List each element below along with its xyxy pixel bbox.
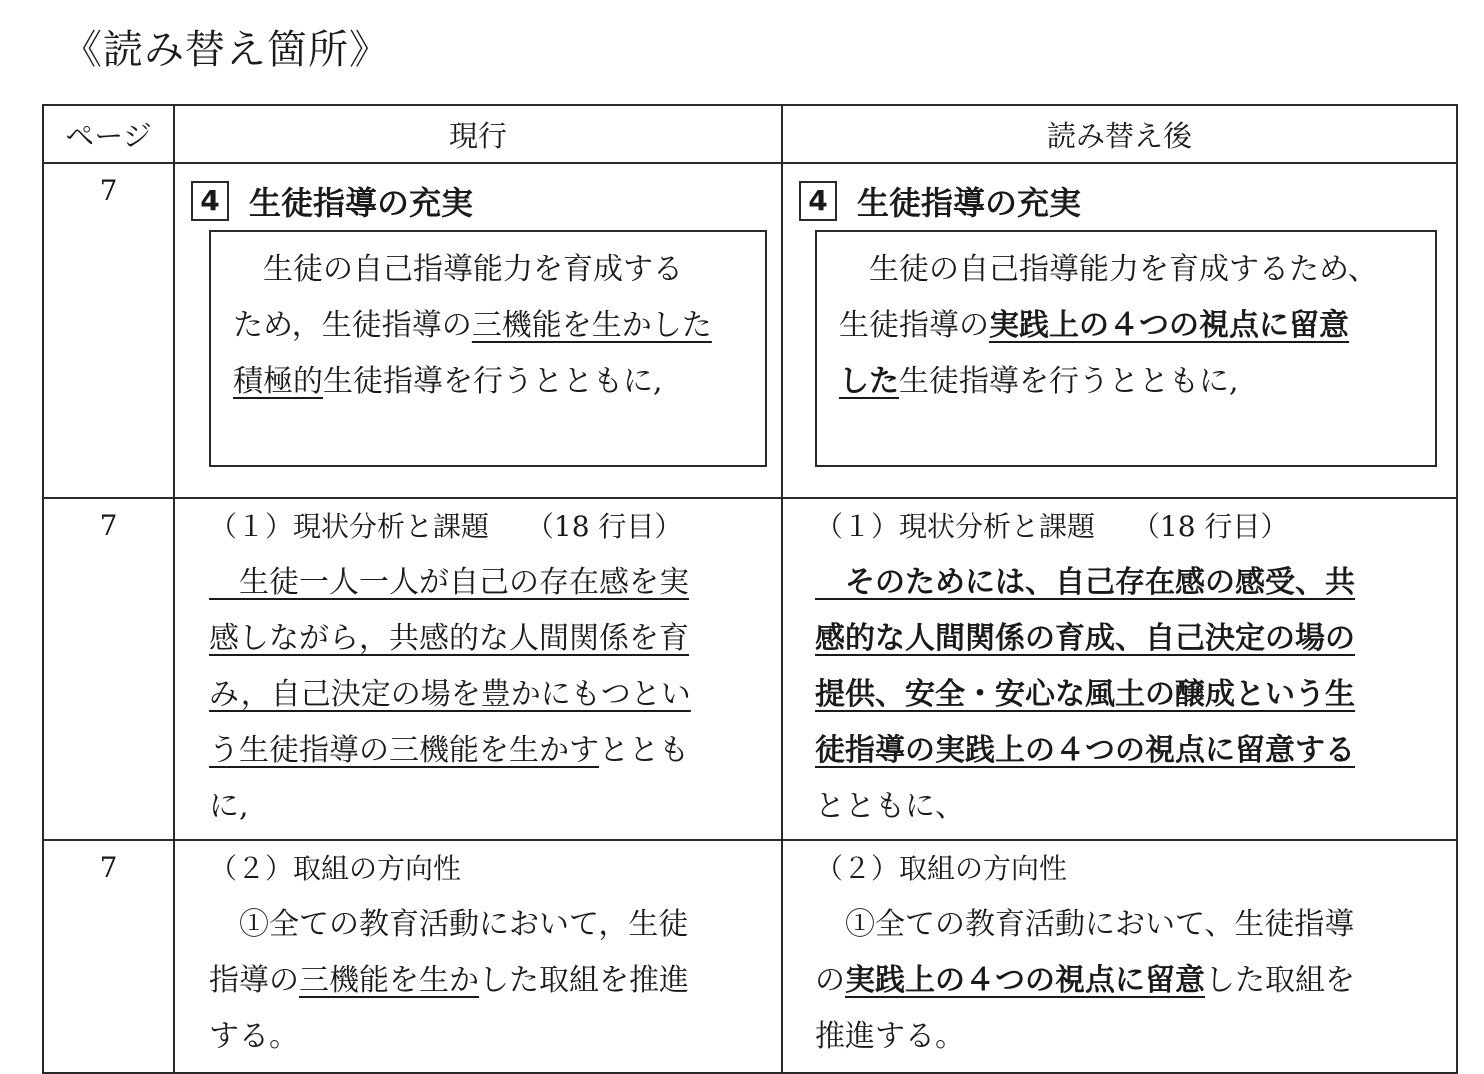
para-line: 指導の三機能を生かした取組を推進	[209, 963, 689, 998]
subsection-label: （１）現状分析と課題 （18 行目）	[815, 510, 1289, 543]
table-row	[43, 840, 1457, 1073]
box-line: 生徒指導の実践上の４つの視点に留意	[839, 308, 1349, 343]
page-number: 7	[43, 163, 174, 498]
para-line: み，自己決定の場を豊かにもつとい	[209, 677, 691, 712]
para-line: 徒指導の実践上の４つの視点に留意する	[815, 733, 1355, 768]
page-number: 7	[43, 840, 174, 1073]
para-line: そのためには、自己存在感の感受、共	[815, 565, 1355, 600]
subsection-label: （２）取組の方向性	[815, 852, 1068, 885]
para-line: の実践上の４つの視点に留意した取組を	[815, 963, 1355, 998]
para-line: とともに、	[815, 789, 965, 824]
revised-cell	[782, 498, 1457, 840]
box-line: 生徒の自己指導能力を育成する	[233, 252, 683, 287]
subsection-label: （２）取組の方向性	[209, 852, 462, 885]
policy-box	[815, 230, 1437, 467]
section-heading	[799, 178, 1081, 224]
box-line: 生徒の自己指導能力を育成するため、	[839, 252, 1378, 287]
para-line: ①全ての教育活動において，生徒	[209, 907, 689, 942]
subsection-label: （１）現状分析と課題 （18 行目）	[209, 510, 683, 543]
section-heading-text: 生徒指導の充実	[857, 184, 1082, 222]
para-line: 感的な人間関係の育成、自己決定の場の	[815, 621, 1355, 656]
section-number-box: 4	[191, 181, 229, 221]
box-line: した生徒指導を行うとともに,	[839, 364, 1239, 399]
header-current: 現行	[174, 105, 782, 163]
revised-cell	[782, 840, 1457, 1073]
para-line: う生徒指導の三機能を生かすととも	[209, 733, 689, 768]
current-cell	[174, 498, 782, 840]
para-line: 感しながら，共感的な人間関係を育	[209, 621, 689, 656]
section-heading-text: 生徒指導の充実	[249, 184, 474, 222]
policy-box	[209, 230, 767, 467]
box-line: ため，生徒指導の三機能を生かした	[233, 308, 712, 343]
table-row	[43, 163, 1457, 498]
revised-cell	[782, 163, 1457, 498]
header-page: ページ	[43, 105, 174, 163]
para-line: する。	[209, 1019, 299, 1054]
section-number-box: 4	[799, 181, 837, 221]
page-number: 7	[43, 498, 174, 840]
para-line: 提供、安全・安心な風土の醸成という生	[815, 677, 1355, 712]
para-line: 推進する。	[815, 1019, 965, 1054]
current-cell	[174, 840, 782, 1073]
table-row	[43, 498, 1457, 840]
table-header-row	[43, 105, 1457, 163]
box-line: 積極的生徒指導を行うとともに,	[233, 364, 663, 399]
header-revised: 読み替え後	[782, 105, 1457, 163]
para-line: に,	[209, 789, 249, 824]
page-title: 《読み替え箇所》	[62, 27, 390, 73]
section-heading	[191, 178, 473, 224]
para-line: 生徒一人一人が自己の存在感を実	[209, 565, 689, 600]
para-line: ①全ての教育活動において、生徒指導	[815, 907, 1355, 942]
current-cell	[174, 163, 782, 498]
comparison-table	[42, 104, 1458, 1074]
